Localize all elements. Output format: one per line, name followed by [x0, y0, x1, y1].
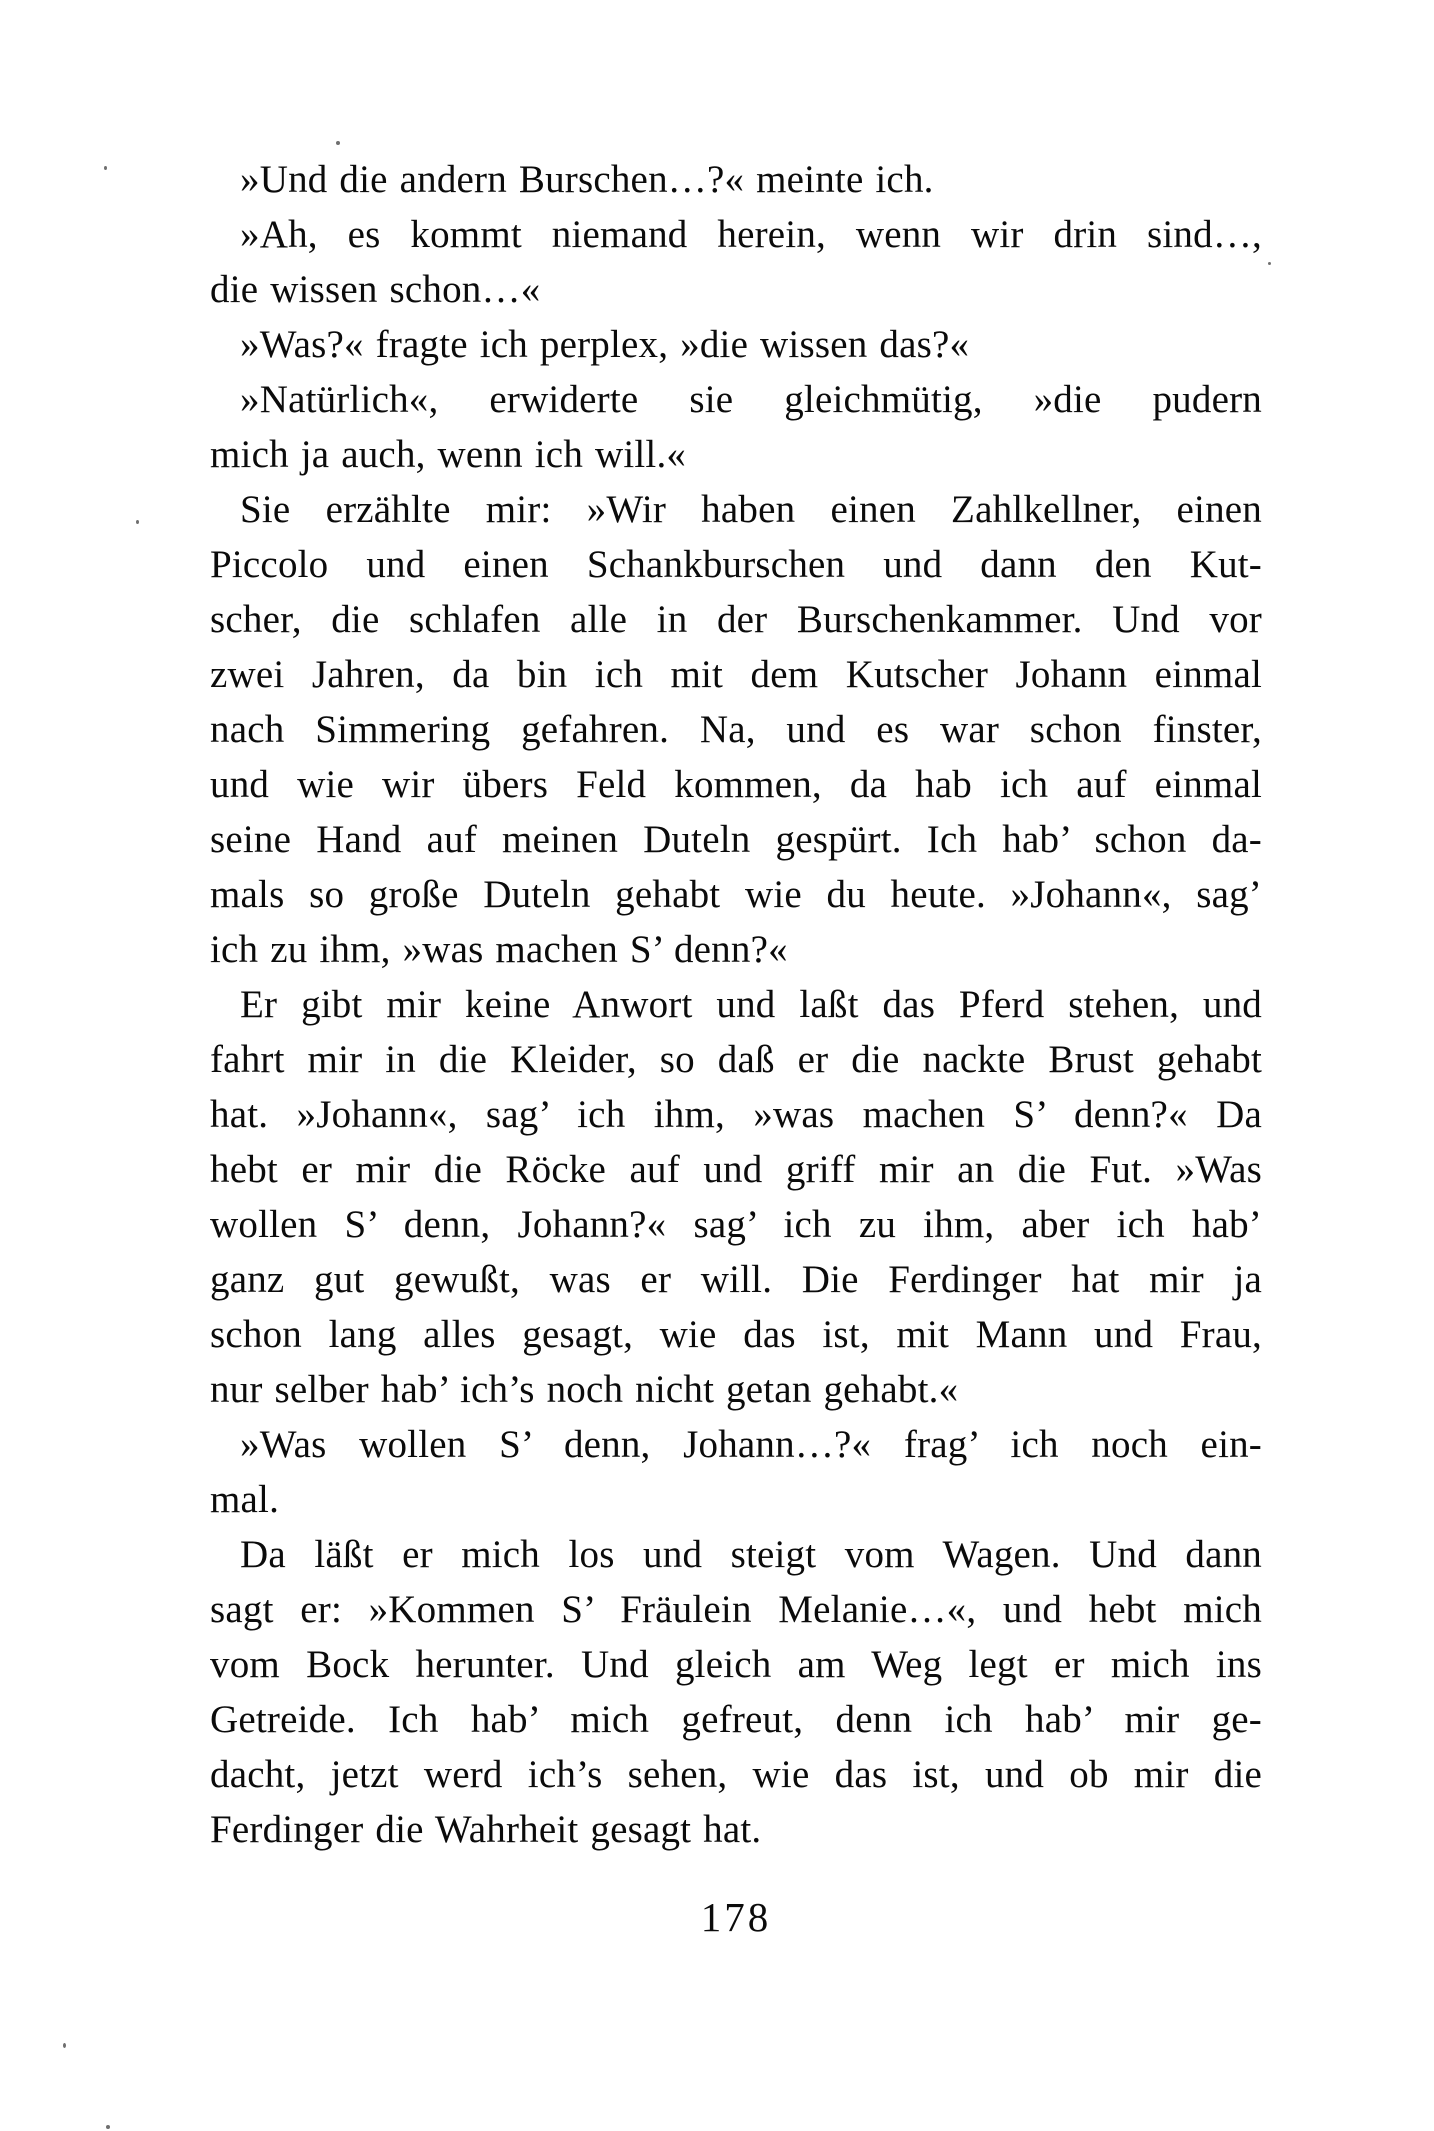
text-line: wollen S’ denn, Johann?« sag’ ich zu ihm, aber ich hab’: [210, 1203, 1262, 1246]
text-line: hebt er mir die Röcke auf und griff mir an die Fut. »Was: [210, 1148, 1262, 1191]
text-line: ganz gut gewußt, was er will. Die Ferdinger hat mir ja: [210, 1258, 1262, 1301]
paragraph: [210, 317, 1262, 372]
text-line: vom Bock herunter. Und gleich am Weg legt er mich ins: [210, 1643, 1262, 1686]
text-line: nach Simmering gefahren. Na, und es war schon finster,: [210, 708, 1262, 751]
text-line: zwei Jahren, da bin ich mit dem Kutscher Johann einmal: [210, 653, 1262, 696]
text-line: mals so große Duteln gehabt wie du heute. »Johann«, sag’: [210, 873, 1262, 916]
text-line: schon lang alles gesagt, wie das ist, mit Mann und Frau,: [210, 1313, 1262, 1356]
scan-speck: [106, 2125, 110, 2129]
text-line: seine Hand auf meinen Duteln gespürt. Ich hab’ schon da-: [210, 818, 1262, 861]
text-block: [210, 152, 1262, 1857]
text-line: hat. »Johann«, sag’ ich ihm, »was machen S’ denn?« Da: [210, 1093, 1262, 1136]
paragraph: [210, 1417, 1262, 1527]
paragraph: [210, 1527, 1262, 1857]
text-line: »Was?« fragte ich perplex, »die wissen das?«: [240, 323, 970, 366]
text-line: und wie wir übers Feld kommen, da hab ich auf einmal: [210, 763, 1262, 806]
text-line: nur selber hab’ ich’s noch nicht getan gehabt.«: [210, 1368, 959, 1411]
text-line: mich ja auch, wenn ich will.«: [210, 433, 687, 476]
text-line: Piccolo und einen Schankburschen und dann den Kut-: [210, 543, 1262, 586]
text-line: Da läßt er mich los und steigt vom Wagen. Und dann: [240, 1533, 1262, 1576]
text-line: ich zu ihm, »was machen S’ denn?«: [210, 928, 788, 971]
scan-speck: [336, 141, 340, 145]
text-line: »Und die andern Burschen…?« meinte ich.: [240, 158, 934, 201]
text-line: Er gibt mir keine Anwort und laßt das Pferd stehen, und: [240, 983, 1262, 1026]
text-line: mal.: [210, 1478, 280, 1521]
text-line: die wissen schon…«: [210, 268, 541, 311]
text-line: scher, die schlafen alle in der Burschenkammer. Und vor: [210, 598, 1262, 641]
text-line: Getreide. Ich hab’ mich gefreut, denn ich hab’ mir ge-: [210, 1698, 1262, 1741]
paragraph: [210, 372, 1262, 482]
paragraph: [210, 482, 1262, 977]
text-line: »Natürlich«, erwiderte sie gleichmütig, »die pudern: [240, 378, 1262, 421]
text-line: dacht, jetzt werd ich’s sehen, wie das ist, und ob mir die: [210, 1753, 1262, 1796]
paragraph: [210, 152, 1262, 207]
scan-speck: [63, 2043, 66, 2048]
text-line: Ferdinger die Wahrheit gesagt hat.: [210, 1808, 762, 1851]
paragraph: [210, 207, 1262, 317]
text-line: »Was wollen S’ denn, Johann…?« frag’ ich noch ein-: [240, 1423, 1262, 1466]
scan-speck: [1268, 262, 1271, 265]
text-line: fahrt mir in die Kleider, so daß er die nackte Brust gehabt: [210, 1038, 1262, 1081]
paragraph: [210, 977, 1262, 1417]
scan-speck: [104, 166, 107, 170]
scan-speck: [136, 520, 139, 524]
text-line: Sie erzählte mir: »Wir haben einen Zahlkellner, einen: [240, 488, 1262, 531]
page-number: 178: [700, 1894, 772, 1940]
text-line: sagt er: »Kommen S’ Fräulein Melanie…«, und hebt mich: [210, 1588, 1262, 1631]
text-line: »Ah, es kommt niemand herein, wenn wir drin sind…,: [240, 213, 1262, 256]
